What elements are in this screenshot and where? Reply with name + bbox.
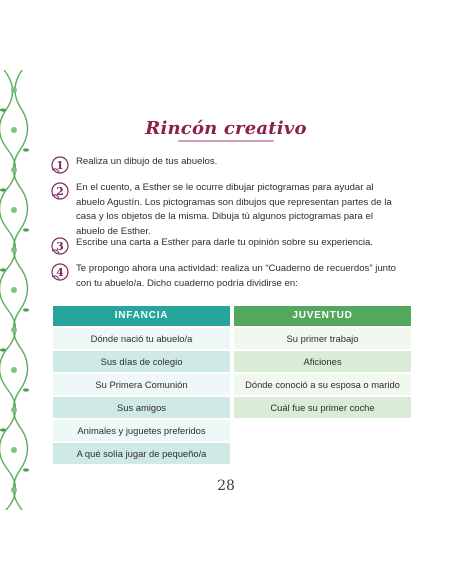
activity-text: Realiza un dibujo de tus abuelos. [76, 156, 218, 167]
number-badge-icon [50, 236, 70, 256]
juventud-row: Su primer trabajo [234, 328, 411, 349]
juventud-row: Dónde conoció a su esposa o marido [234, 374, 411, 395]
title-underline [178, 140, 274, 142]
infancia-row: Sus amigos [53, 397, 230, 418]
activity-text: Escribe una carta a Esther para darle tu opinión sobre su experiencia. [76, 237, 374, 248]
juventud-row: Cuál fue su primer coche [234, 397, 411, 418]
svg-text:4: 4 [56, 266, 64, 279]
juventud-row: Aficiones [234, 351, 411, 372]
svg-text:3: 3 [56, 240, 64, 253]
infancia-table [53, 304, 230, 466]
page-title-text: Rincón creativo [145, 118, 307, 139]
infancia-row: Su Primera Comunión [53, 374, 230, 395]
activity-text: Te propongo ahora una actividad: realiza un “Cuaderno de recuerdos” junto con tu abuelo/a. Dicho cuaderno podría dividirse en: [76, 263, 396, 289]
juventud-table [234, 304, 411, 420]
infancia-row: Dónde nació tu abuelo/a [53, 328, 230, 349]
infancia-header: INFANCIA [53, 306, 230, 326]
infancia-row: Sus días de colegio [53, 351, 230, 372]
infancia-row: A qué solía jugar de pequeño/a [53, 443, 230, 464]
number-badge-icon [50, 262, 70, 282]
page-number: 28 [217, 478, 235, 494]
number-badge-icon [50, 181, 70, 201]
juventud-header: JUVENTUD [234, 306, 411, 326]
activity-text: En el cuento, a Esther se le ocurre dibujar pictogramas para ayudar al abuelo Agustín. Los pictogramas son dibujos que representan partes de la casa y los objetos de la misma. Dibuja tú algunos pictogramas para el abuelo de Esther. [76, 182, 392, 237]
infancia-row: Animales y juguetes preferidos [53, 420, 230, 441]
svg-text:1: 1 [56, 159, 64, 172]
number-badge-icon [50, 155, 70, 175]
svg-text:2: 2 [56, 185, 64, 198]
page-title [0, 118, 452, 139]
